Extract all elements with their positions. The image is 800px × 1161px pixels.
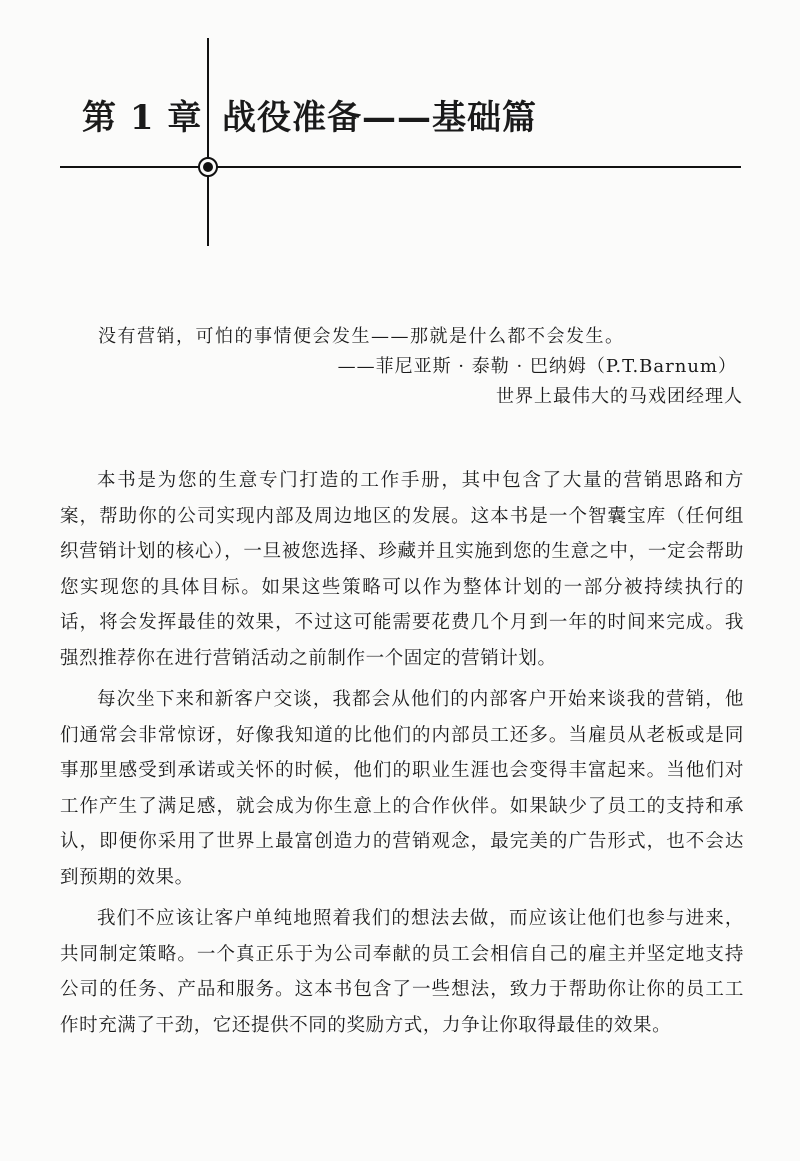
body-paragraph: 本书是为您的生意专门打造的工作手册，其中包含了大量的营销思路和方案，帮助你的公司实现内部及周边地区的发展。这本书是一个智囊宝库（任何组织营销计划的核心），一旦被您选择、珍藏并且实施到您的生意之中，一定会帮助您实现您的具体目标。如果这些策略可以作为整体计划的一部分被持续执行的话，将会发挥最佳的效果，不过这可能需要花费几个月到一年的时间来完成。我强烈推荐你在进行营销活动之前制作一个固定的营销计划。	[60, 470, 744, 669]
bullseye-ornament-icon	[198, 157, 218, 177]
heading-vertical-rule	[207, 38, 209, 246]
epigraph-author: ——菲尼亚斯 · 泰勒 · 巴纳姆（P.T.Barnum）	[337, 356, 737, 377]
epigraph	[98, 322, 743, 412]
body-text	[60, 463, 744, 1049]
body-paragraph: 我们不应该让客户单纯地照着我们的想法去做，而应该让他们也参与进来，共同制定策略。一个真正乐于为公司奉献的员工会相信自己的雇主并坚定地支持公司的任务、产品和服务。这本书包含了一些想法，致力于帮助你让你的员工工作时充满了干劲，它还提供不同的奖励方式，力争让你取得最佳的效果。	[60, 908, 744, 1036]
chapter-label: 第 1 章	[82, 98, 203, 138]
chapter-title: 战役准备——基础篇	[222, 98, 537, 138]
epigraph-quote: 没有营销，可怕的事情便会发生——那就是什么都不会发生。	[98, 326, 625, 347]
heading-horizontal-rule	[60, 166, 741, 168]
body-paragraph: 每次坐下来和新客户交谈，我都会从他们的内部客户开始来谈我的营销，他们通常会非常惊讶，好像我知道的比他们的内部员工还多。当雇员从老板或是同事那里感受到承诺或关怀的时候，他们的职业生涯也会变得丰富起来。当他们对工作产生了满足感，就会成为你生意上的合作伙伴。如果缺少了员工的支持和承认，即便你采用了世界上最富创造力的营销观念，最完美的广告形式，也不会达到预期的效果。	[60, 689, 744, 888]
epigraph-author-role: 世界上最伟大的马戏团经理人	[496, 386, 743, 407]
